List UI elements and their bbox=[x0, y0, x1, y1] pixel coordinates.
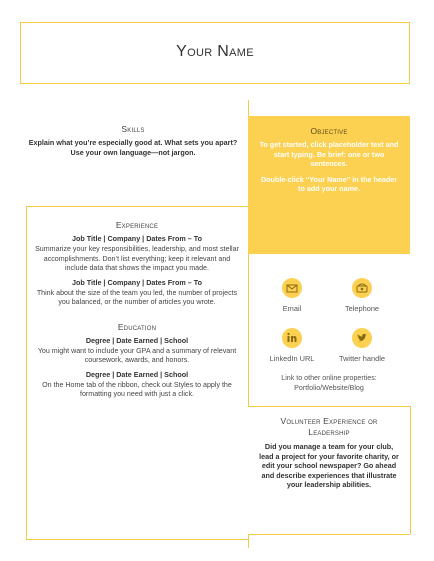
twitter-label: Twitter handle bbox=[338, 354, 385, 363]
experience-entry-2-head[interactable]: Job Title | Company | Dates From – To bbox=[72, 277, 202, 287]
contact-section bbox=[248, 264, 410, 393]
header-box bbox=[20, 22, 410, 84]
education-title: Education bbox=[117, 321, 157, 332]
linkedin-icon bbox=[282, 328, 302, 348]
objective-text-1[interactable]: To get started, click placeholder text and start typing. Be brief: one or two sentences. bbox=[259, 140, 399, 168]
divider-line bbox=[410, 406, 411, 534]
objective-text-2[interactable]: Double-click “Your Name” in the header to add your name. bbox=[260, 174, 398, 193]
divider-line bbox=[26, 539, 248, 540]
objective-section bbox=[248, 116, 410, 254]
telephone-icon bbox=[352, 278, 372, 298]
experience-entry-1-text[interactable]: Summarize your key responsibilities, leadership, and most stellar accomplishments. Don’t list everything; keep it relevant and include data that shows the impact you made. bbox=[35, 245, 239, 272]
contact-linkedin[interactable] bbox=[252, 328, 332, 363]
volunteer-section bbox=[248, 406, 410, 534]
telephone-label: Telephone bbox=[344, 304, 380, 313]
other-links-text[interactable]: Link to other online properties: Portfolio/Website/Blog bbox=[281, 374, 377, 392]
experience-entry-1-head[interactable]: Job Title | Company | Dates From – To bbox=[72, 234, 202, 243]
education-entry-2-head[interactable]: Degree | Date Earned | School bbox=[85, 369, 189, 379]
skills-title: Skills bbox=[121, 124, 145, 134]
email-icon bbox=[282, 278, 302, 298]
education-entry-2-text[interactable]: On the Home tab of the ribbon, check out Styles to apply the formatting you need with just a click. bbox=[42, 380, 232, 398]
email-label: Email bbox=[282, 304, 302, 313]
divider-line bbox=[248, 100, 249, 116]
contact-telephone[interactable] bbox=[322, 278, 402, 313]
skills-section bbox=[28, 124, 238, 157]
contact-email[interactable] bbox=[252, 278, 332, 313]
volunteer-text[interactable]: Did you manage a team for your club, lead a project for your favorite charity, or edit your school newspaper? Go ahead and describe experiences that illustrate your leadership abilities. bbox=[259, 442, 399, 489]
twitter-icon bbox=[352, 328, 372, 348]
education-entry-1-text[interactable]: You might want to include your GPA and a summary of relevant coursework, awards, and honors. bbox=[37, 346, 237, 364]
education-entry-1-head[interactable]: Degree | Date Earned | School bbox=[85, 335, 189, 345]
divider-line bbox=[248, 534, 410, 535]
divider-line bbox=[248, 534, 249, 548]
contact-twitter[interactable] bbox=[322, 328, 402, 363]
experience-title: Experience bbox=[115, 220, 159, 230]
experience-section bbox=[26, 206, 248, 539]
experience-entry-2-text[interactable]: Think about the size of the team you led, the number of projects you balanced, or the number of articles you wrote. bbox=[36, 288, 238, 306]
volunteer-title: Volunteer Experience or Leadership bbox=[280, 416, 378, 437]
skills-text[interactable]: Explain what you’re especially good at. What sets you apart? Use your own language—not jargon. bbox=[28, 138, 238, 157]
objective-title: Objective bbox=[310, 126, 348, 136]
linkedin-label: LinkedIn URL bbox=[269, 354, 315, 363]
your-name-heading[interactable]: Your Name bbox=[176, 43, 254, 60]
